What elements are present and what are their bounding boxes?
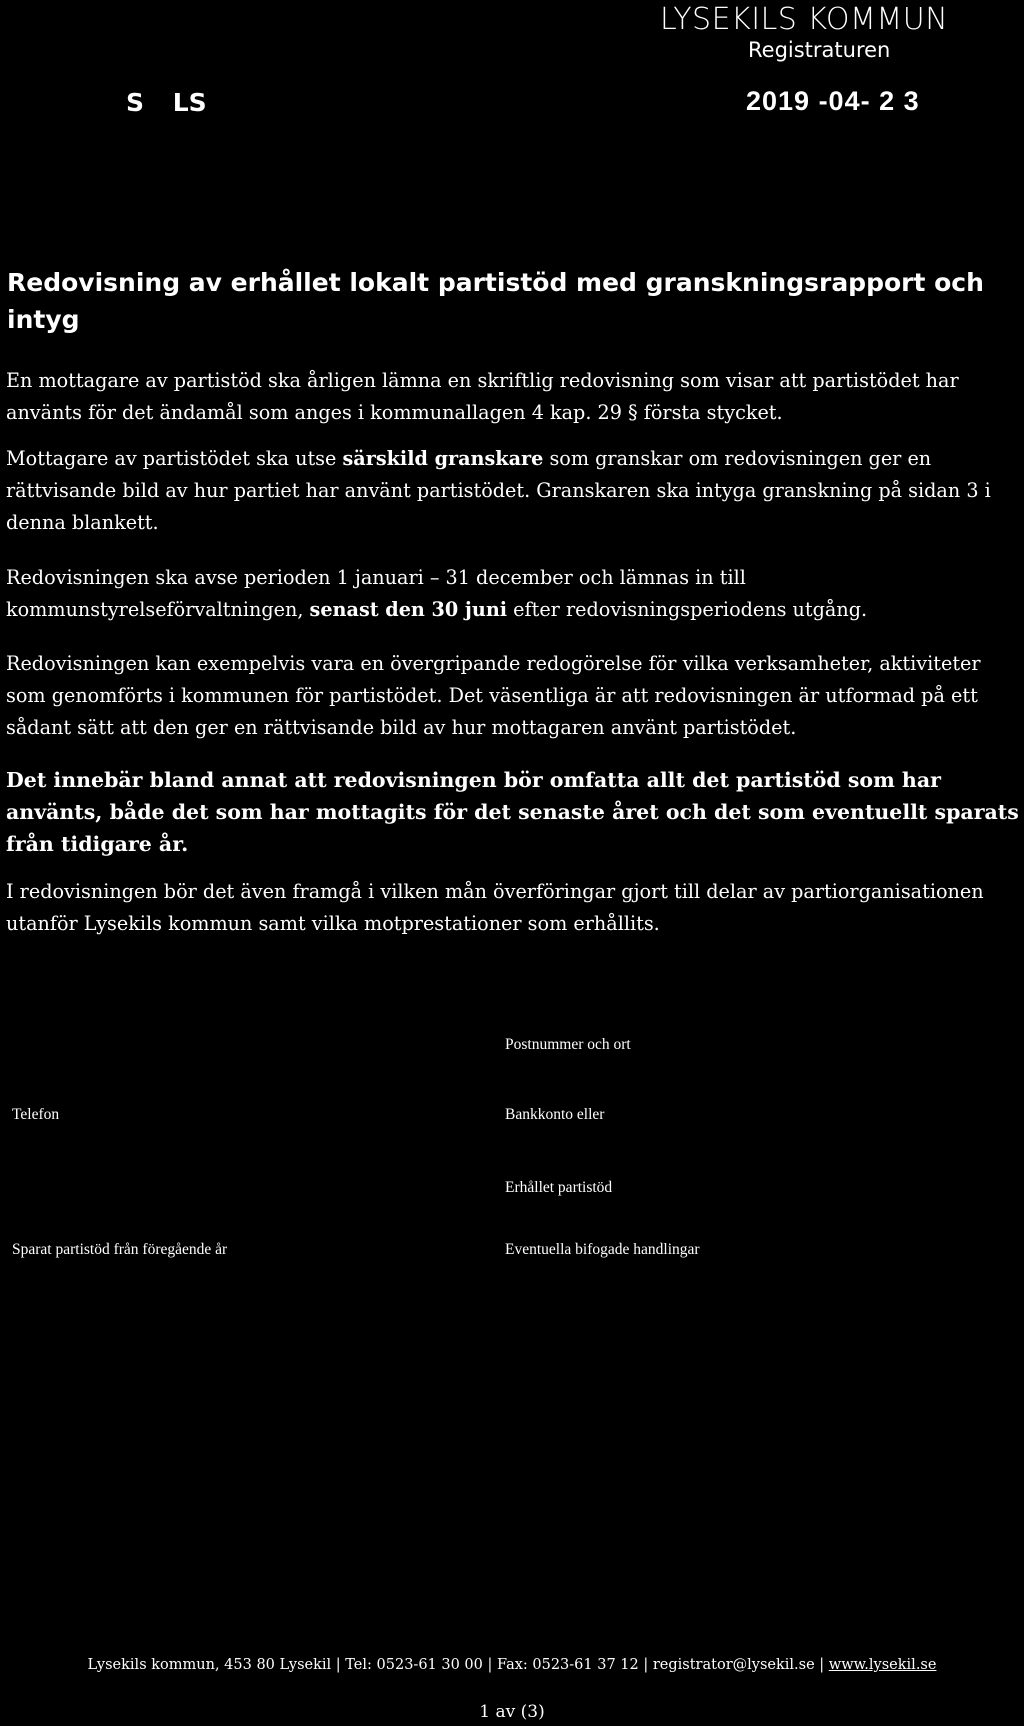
paragraph-period — [6, 562, 1022, 626]
attachments-label: Eventuella bifogade handlingar — [505, 1241, 700, 1258]
paragraph-transfers: I redovisningen bör det även framgå i vilken mån överföringar gjort till delar av partiorganisationen utanför Lysekils kommun samt vilka motprestationer som erhållits. — [6, 880, 984, 935]
paragraph-auditor — [6, 443, 1022, 539]
stamp-organization: LYSEKILS KOMMUN — [660, 2, 949, 37]
paragraph-period-text-1: Redovisningen ska avse perioden 1 januari – 31 december och lämnas in till kommunstyrelseförvaltningen, — [6, 566, 746, 621]
paragraph-auditor-bold: särskild granskare — [342, 447, 544, 470]
postal-code-label: Postnummer och ort — [505, 1036, 631, 1053]
paragraph-period-bold: senast den 30 juni — [309, 598, 508, 621]
footer-contact-text: Lysekils kommun, 453 80 Lysekil | Tel: 0523-61 30 00 | Fax: 0523-61 37 12 | registrator@lysekil.se | — [87, 1657, 829, 1673]
phone-label: Telefon — [12, 1106, 60, 1123]
saved-support-label: Sparat partistöd från föregående år — [12, 1241, 228, 1258]
page-title: Redovisning av erhållet lokalt partistöd med granskningsrapport och intyg — [7, 268, 984, 334]
stamp-department: Registraturen — [748, 38, 891, 62]
website-link[interactable]: www.lysekil.se — [828, 1657, 937, 1673]
paragraph-auditor-text-1: Mottagare av partistödet ska utse — [6, 447, 343, 470]
paragraph-example: Redovisningen kan exempelvis vara en övergripande redogörelse för vilka verksamheter, aktiviteter som genomförts i kommunen för partistödet. Det väsentliga är att redovisningen är utformad på ett sådant sätt att den ger en rättvisande bild av hur mottagaren använt partistödet. — [6, 652, 981, 739]
paragraph-auditor-text-2: som granskar om redovisningen ger en rättvisande bild av hur partiet har använt partistödet. Granskaren ska intyga granskning på sidan 3 i denna blankett. — [6, 447, 991, 534]
paragraph-intro: En mottagare av partistöd ska årligen lämna en skriftlig redovisning som visar att partistödet har använts för det ändamål som anges i kommunallagen 4 kap. 29 § första stycket. — [6, 369, 959, 424]
footer-contact — [0, 1657, 1024, 1673]
logo-fragment: S LS — [126, 88, 207, 117]
page-number: 1 av (3) — [479, 1702, 545, 1722]
bank-account-label: Bankkonto eller — [505, 1106, 605, 1123]
paragraph-period-text-2: efter redovisningsperiodens utgång. — [507, 598, 868, 621]
received-support-label: Erhållet partistöd — [505, 1179, 613, 1196]
paragraph-includes: Det innebär bland annat att redovisningen bör omfatta allt det partistöd som har använts, både det som har mottagits för det senaste året och det som eventuellt sparats från tidigare år. — [6, 768, 1019, 856]
stamp-date: 2019 -04- 2 3 — [746, 86, 920, 116]
